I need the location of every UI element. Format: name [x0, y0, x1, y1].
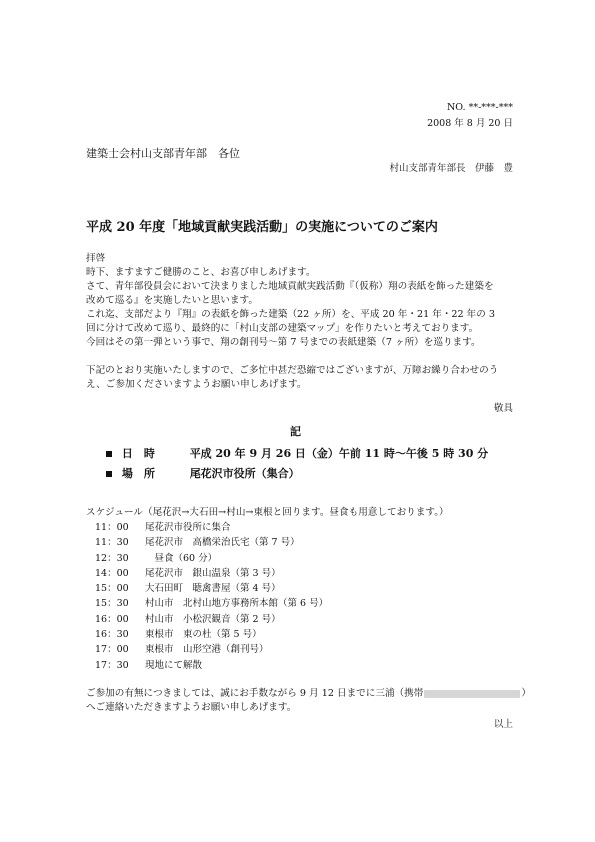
schedule-item: 15：00 大石田町 聴禽書屋（第 4 号） [95, 583, 281, 595]
event-date-row [106, 445, 488, 461]
doc-number: NO. **-***-*** [446, 102, 513, 113]
rsvp-line: ご参加の有無につきましては、誠にお手数ながら 9 月 12 日までに三浦（携帯 ） [86, 688, 531, 699]
ki-heading: 記 [290, 425, 301, 438]
closing-line: 下記のとおり実施いたしますので、ご多忙中甚だ恐縮ではございますが、万障お繰り合わせのう [86, 365, 499, 376]
schedule-item: 12：30 昼食（60 分） [95, 552, 218, 564]
closing-line: え、ご参加くださいますようお願い申しあげます。 [86, 379, 307, 390]
sender: 村山支部青年部長 伊藤 豊 [389, 163, 513, 174]
event-place-label: 場 所 [121, 467, 155, 480]
schedule-item: 17：30 現地にて解散 [95, 659, 203, 671]
schedule-item: 16：30 東根市 東の杜（第 5 号） [95, 629, 262, 641]
schedule-item: 11：30 尾花沢市 高橋栄治氏宅（第 7 号） [95, 537, 300, 549]
redacted-phone [424, 690, 520, 698]
greeting-open: 拝啓 [86, 253, 106, 264]
event-date-value: 平成 20 年 9 月 26 日（金）午前 11 時～午後 5 時 30 分 [189, 447, 489, 460]
body-line: 時下、ますますご健勝のこと、お喜び申しあげます。 [86, 267, 316, 278]
body-line: 今回はその第一弾という事で、翔の創刊号～第 7 号までの表紙建築（7 ヶ所）を巡ります。 [86, 337, 481, 348]
schedule-item: 14：00 尾花沢市 銀山温泉（第 3 号） [95, 567, 281, 579]
schedule-item: 15：30 村山市 北村山地方事務所本館（第 6 号） [95, 598, 329, 610]
event-place-row [106, 465, 300, 481]
rsvp-line: へご連絡いただきますようお願い申しあげます。 [86, 702, 297, 713]
doc-date: 2008 年 8 月 20 日 [427, 118, 513, 129]
event-place-value: 尾花沢市役所（集合） [189, 467, 300, 480]
event-date-label: 日 時 [121, 447, 155, 460]
body-line: これ迄、支部だより『翔』の表紙を飾った建築（22 ヶ所）を、平成 20 年・21 年・22 年の 3 [86, 309, 496, 320]
schedule-item: 16：00 村山市 小松沢観音（第 2 号） [95, 613, 281, 625]
schedule-item: 11：00 尾花沢市役所に集合 [95, 522, 231, 533]
body-line: 回に分けて改めて巡り、最終的に「村山支部の建築マップ」を作りたいと考えております。 [86, 323, 479, 334]
page-title: 平成 20 年度「地域貢献実践活動」の実施についてのご案内 [86, 220, 438, 235]
schedule-heading: スケジュール（尾花沢→大石田→村山→東根と回ります。昼食も用意しております。） [86, 507, 449, 518]
body-line: 改めて巡る』を実施したいと思います。 [86, 295, 258, 306]
schedule-list [95, 520, 328, 673]
greeting-close: 敬具 [493, 403, 513, 414]
recipient: 建築士会村山支部青年部 各位 [86, 147, 240, 160]
square-bullet-icon [106, 451, 112, 457]
body-line: さて、青年部役員会において決まりました地域貢献実践活動『（仮称）翔の表紙を飾った建築を [86, 281, 494, 292]
square-bullet-icon [106, 471, 112, 477]
schedule-item: 17：00 東根市 山形空港（創刊号） [95, 644, 269, 656]
closing-end: 以上 [493, 719, 513, 730]
